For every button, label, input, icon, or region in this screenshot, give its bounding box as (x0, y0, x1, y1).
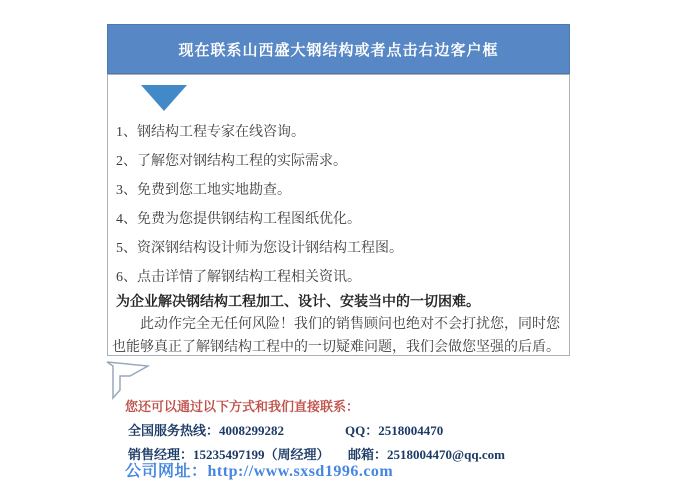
qq-label: QQ： (345, 423, 379, 438)
qq-number: 2518004470 (378, 423, 444, 438)
hotline-cell (128, 420, 345, 439)
steps-panel (107, 74, 570, 356)
step-item-3: 3、免费到您工地实地勘查。 (116, 183, 291, 198)
benefit-statement: 为企业解决钢结构工程加工、设计、安装当中的一切困难。 (116, 295, 480, 310)
manager-label: 销售经理： (128, 447, 194, 462)
step-item-6: 6、点击详情了解钢结构工程相关资讯。 (116, 270, 361, 285)
step-item-5: 5、资深钢结构设计师为您设计钢结构工程图。 (116, 241, 403, 256)
email-value: 2518004470@qq.com (387, 447, 505, 462)
hotline-label: 全国服务热线： (128, 423, 220, 438)
website-row (125, 458, 393, 481)
header-title: 现在联系山西盛大钢结构或者点击右边客户框 (178, 42, 499, 59)
hotline-number: 4008299282 (219, 423, 285, 438)
website-url[interactable]: http://www.sxsd1996.com (207, 463, 394, 480)
email-label: 邮箱： (348, 447, 388, 462)
step-item-4: 4、免费为您提供钢结构工程图纸优化。 (116, 212, 361, 227)
folded-corner-icon (104, 359, 150, 400)
qq-cell (345, 423, 443, 438)
step-item-1: 1、钢结构工程专家在线咨询。 (116, 125, 305, 140)
arrow-down-icon (141, 85, 187, 111)
step-item-2: 2、了解您对钢结构工程的实际需求。 (116, 154, 347, 169)
steps-list (116, 121, 561, 295)
header-banner (107, 24, 570, 74)
manager-number: 15235497199（周经理） (193, 447, 330, 462)
contact-intro: 您还可以通过以下方式和我们直接联系： (125, 399, 360, 414)
hotline-row (128, 420, 443, 439)
reassurance-paragraph: 此动作完全无任何风险！我们的销售顾问也绝对不会打扰您，同时您也能够真正了解钢结构工程中的一切疑难问题，我们会做您坚强的后盾。 (112, 317, 560, 355)
website-label: 公司网址： (125, 463, 208, 480)
